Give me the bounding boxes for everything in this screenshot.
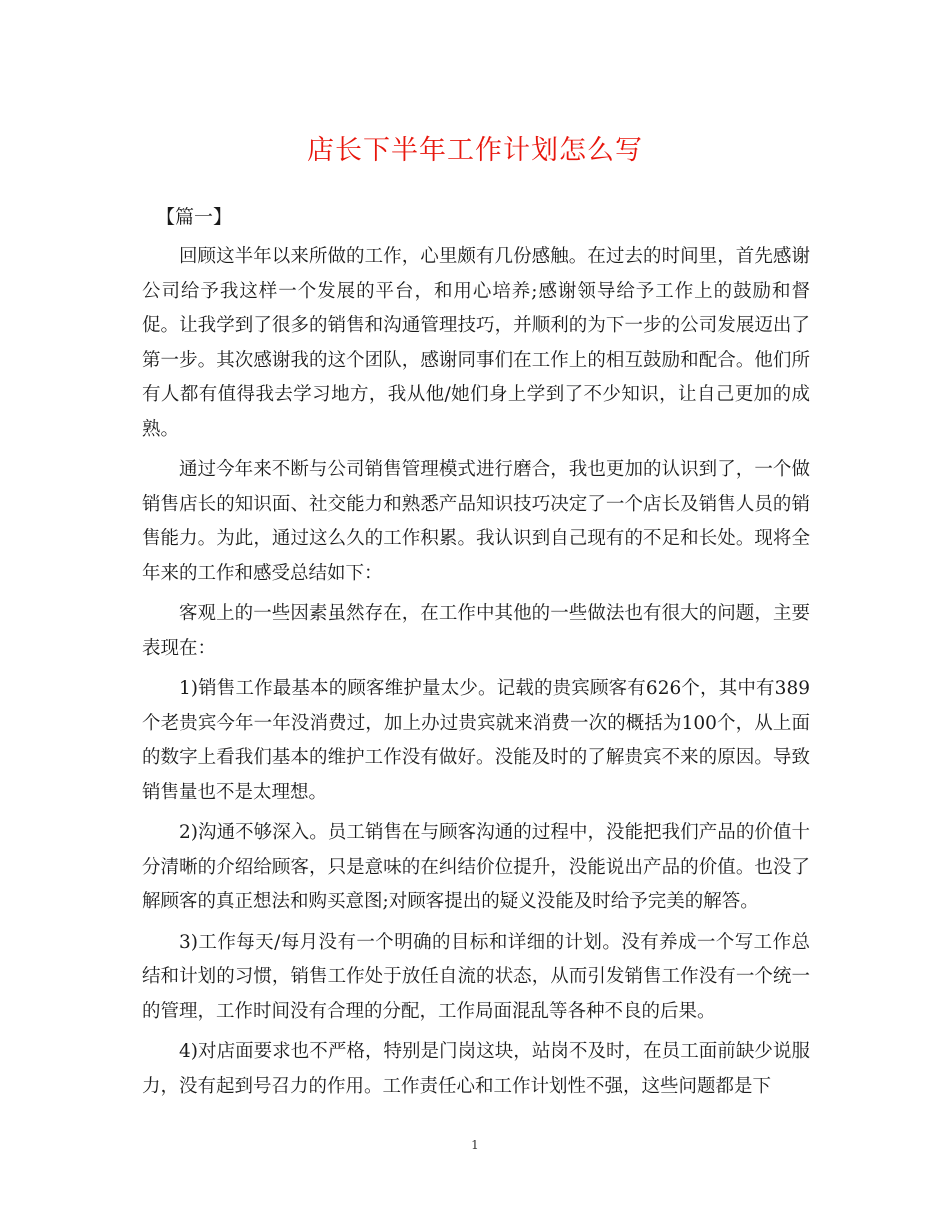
paragraph-problem-1: 1)销售工作最基本的顾客维护量太少。记载的贵宾顾客有626个，其中有389个老贵宾今年一年没消费过，加上办过贵宾就来消费一次的概括为100个，从上面的数字上看我们基本的维护工作没有做好。没能及时的了解贵宾不来的原因。导致销售量也不是太理想。 (142, 678, 810, 803)
paragraph-problem-4: 4)对店面要求也不严格，特别是门岗这块，站岗不及时，在员工面前缺少说服力，没有起到号召力的作用。工作责任心和工作计划性不强，这些问题都是下 (142, 1041, 810, 1097)
document-body (142, 200, 810, 1110)
paragraph-intro: 回顾这半年以来所做的工作，心里颇有几份感触。在过去的时间里，首先感谢公司给予我这样一个发展的平台，和用心培养;感谢领导给予工作上的鼓励和督促。让我学到了很多的销售和沟通管理技巧，并顺利的为下一步的公司发展迈出了第一步。其次感谢我的这个团队，感谢同事们在工作上的相互鼓励和配合。他们所有人都有值得我去学习地方，我从他/她们身上学到了不少知识，让自己更加的成熟。 (142, 246, 810, 440)
paragraph-problem-3: 3)工作每天/每月没有一个明确的目标和详细的计划。没有养成一个写工作总结和计划的习惯，销售工作处于放任自流的状态，从而引发销售工作没有一个统一的管理，工作时间没有合理的分配，工作局面混乱等各种不良的后果。 (142, 931, 810, 1022)
section-label: 【篇一】 (156, 206, 233, 228)
paragraph-problems-intro: 客观上的一些因素虽然存在，在工作中其他的一些做法也有很大的问题，主要表现在： (142, 603, 810, 659)
paragraph-summary: 通过今年来不断与公司销售管理模式进行磨合，我也更加的认识到了，一个做销售店长的知识面、社交能力和熟悉产品知识技巧决定了一个店长及销售人员的销售能力。为此，通过这么久的工作积累。我认识到自己现有的不足和长处。现将全年来的工作和感受总结如下： (142, 459, 810, 584)
document-title: 店长下半年工作计划怎么写 (307, 135, 643, 166)
paragraph-problem-2: 2)沟通不够深入。员工销售在与顾客沟通的过程中，没能把我们产品的价值十分清晰的介绍给顾客，只是意味的在纠结价位提升，没能说出产品的价值。也没了解顾客的真正想法和购买意图;对顾客提出的疑义没能及时给予完美的解答。 (142, 822, 810, 912)
page-number: 1 (471, 1138, 479, 1152)
